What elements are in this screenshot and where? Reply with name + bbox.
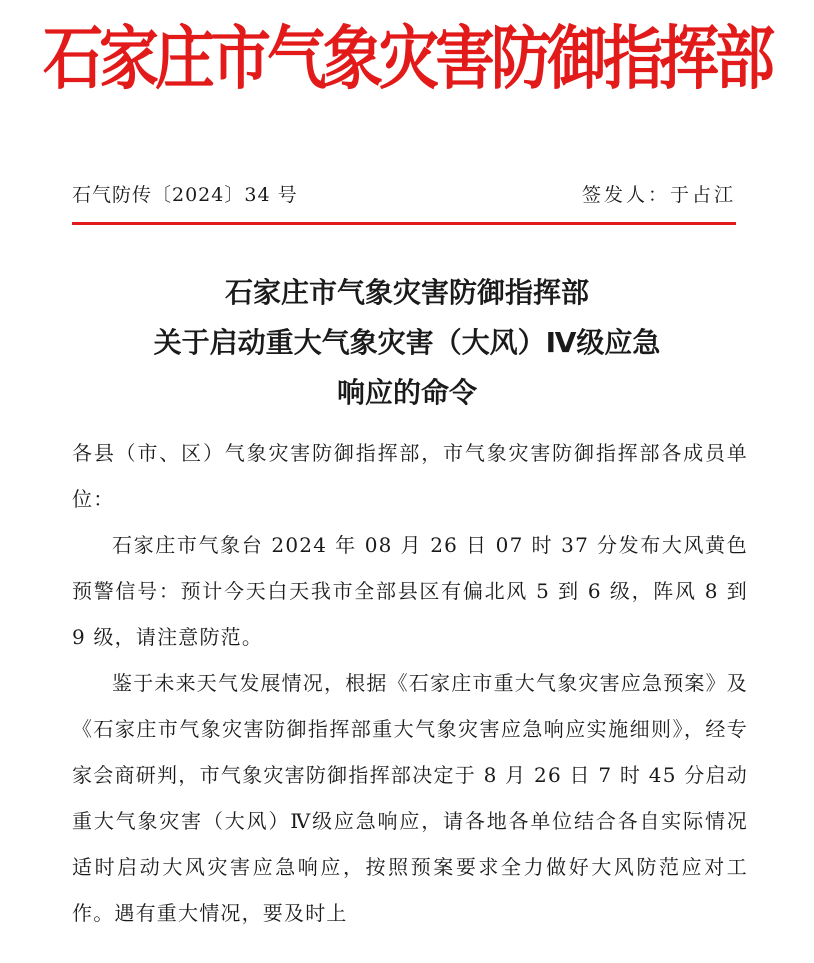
document-title bbox=[0, 268, 814, 418]
document-meta-row bbox=[72, 178, 740, 212]
issuer-signature: 签发人：于占江 bbox=[581, 184, 736, 206]
salutation: 各县（市、区）气象灾害防御指挥部，市气象灾害防御指挥部各成员单位： bbox=[72, 441, 748, 511]
document-body bbox=[72, 430, 748, 936]
red-divider-line bbox=[72, 222, 736, 225]
document-number: 石气防传〔2024〕34 号 bbox=[72, 184, 298, 206]
masthead-title: 石家庄市气象灾害防御指挥部 bbox=[43, 18, 771, 100]
title-line-3: 响应的命令 bbox=[336, 376, 477, 409]
body-paragraph-1: 石家庄市气象台 2024 年 08 月 26 日 07 时 37 分发布大风黄色预警信号：预计今天白天我市全部县区有偏北风 5 到 6 级，阵风 8 到 9 级，请注意防范。 bbox=[72, 533, 748, 649]
title-line-2: 关于启动重大气象灾害（大风）Ⅳ级应急 bbox=[153, 326, 661, 359]
title-line-1: 石家庄市气象灾害防御指挥部 bbox=[224, 276, 589, 309]
body-paragraph-2: 鉴于未来天气发展情况，根据《石家庄市重大气象灾害应急预案》及《石家庄市气象灾害防御指挥部重大气象灾害应急响应实施细则》，经专家会商研判，市气象灾害防御指挥部决定于 8 月 26 日 7 时 45 分启动重大气象灾害（大风）Ⅳ级应急响应，请各地各单位结合各自实际情况适时启动大风灾害应急响应，按照预案要求全力做好大风防范应对工作。遇有重大情况，要及时上 bbox=[72, 671, 748, 925]
